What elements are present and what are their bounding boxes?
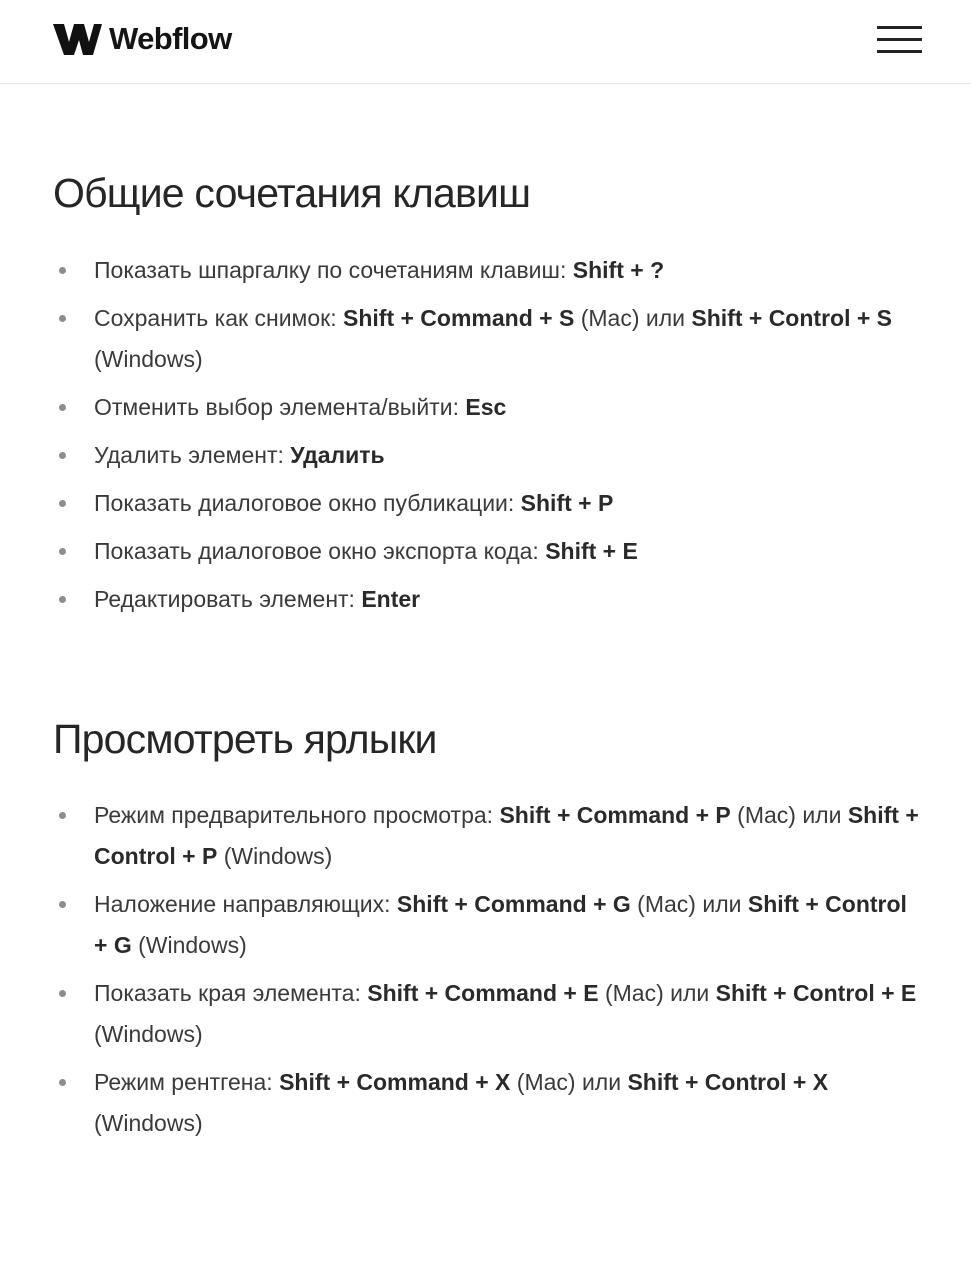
list-item: [53, 1062, 921, 1144]
item-text: Показать шпаргалку по сочетаниям клавиш:: [94, 257, 573, 283]
menu-bar: [877, 26, 922, 29]
section-general-shortcuts: [53, 84, 921, 620]
item-text: (Windows): [131, 932, 247, 958]
shortcut-keys: Esc: [465, 394, 507, 420]
shortcut-list: [53, 250, 921, 620]
shortcut-keys: Shift + ?: [572, 257, 665, 283]
item-text: Показать диалоговое окно публикации:: [94, 490, 521, 516]
shortcut-keys: Удалить: [290, 442, 385, 468]
bullet-icon: [59, 500, 66, 507]
bullet-icon: [59, 267, 66, 274]
item-text: Режим рентгена:: [94, 1069, 280, 1095]
list-item: [53, 387, 921, 428]
item-text: Наложение направляющих:: [94, 891, 397, 917]
list-item: [53, 250, 921, 291]
list-item: [53, 531, 921, 572]
shortcut-keys: Shift + Command + G: [396, 891, 631, 917]
shortcut-keys: Shift + Command + E: [367, 980, 599, 1006]
site-header: [0, 0, 971, 84]
bullet-icon: [59, 901, 66, 908]
bullet-icon: [59, 404, 66, 411]
shortcut-keys: Shift + Command + P: [499, 802, 731, 828]
item-text: Показать диалоговое окно экспорта кода:: [94, 538, 546, 564]
list-item: [53, 795, 921, 877]
item-text: (Windows): [217, 843, 333, 869]
bullet-icon: [59, 596, 66, 603]
shortcut-keys: Shift + Control + P: [94, 802, 919, 869]
item-text: (Mac) или: [598, 980, 716, 1006]
shortcut-keys: Shift + Control + E: [715, 980, 917, 1006]
bullet-icon: [59, 1079, 66, 1086]
shortcut-keys: Shift + Control + G: [94, 891, 907, 958]
list-item: [53, 579, 921, 620]
section-view-shortcuts: [53, 627, 921, 1144]
item-text: Отменить выбор элемента/выйти:: [94, 394, 466, 420]
list-item: [53, 483, 921, 524]
item-text: Удалить элемент:: [94, 442, 291, 468]
item-text: (Mac) или: [630, 891, 748, 917]
item-text: (Windows): [94, 1021, 203, 1047]
item-text: Сохранить как снимок:: [94, 305, 343, 331]
section-title: Общие сочетания клавиш: [53, 170, 531, 216]
brand-name: Webflow: [109, 21, 232, 56]
list-item: [53, 435, 921, 476]
shortcut-keys: Shift + Command + S: [343, 305, 575, 331]
shortcut-keys: Shift + E: [545, 538, 638, 564]
webflow-logo-icon: [53, 24, 102, 55]
item-text: Редактировать элемент:: [94, 586, 362, 612]
item-text: (Windows): [94, 346, 203, 372]
item-text: (Mac) или: [730, 802, 848, 828]
list-item: [53, 298, 921, 380]
bullet-icon: [59, 990, 66, 997]
item-text: Показать края элемента:: [94, 980, 368, 1006]
shortcut-keys: Shift + Command + X: [279, 1069, 511, 1095]
main-content: [0, 84, 971, 1144]
item-text: (Windows): [94, 1110, 203, 1136]
bullet-icon: [59, 315, 66, 322]
shortcut-keys: Shift + Control + S: [691, 305, 893, 331]
bullet-icon: [59, 548, 66, 555]
list-item: [53, 973, 921, 1055]
item-text: (Mac) или: [510, 1069, 628, 1095]
menu-bar: [877, 38, 922, 41]
menu-bar: [877, 50, 922, 53]
item-text: (Mac) или: [574, 305, 692, 331]
shortcut-keys: Enter: [361, 586, 421, 612]
shortcut-keys: Shift + Control + X: [627, 1069, 829, 1095]
bullet-icon: [59, 812, 66, 819]
shortcut-list: [53, 795, 921, 1144]
section-title: Просмотреть ярлыки: [53, 716, 437, 762]
list-item: [53, 884, 921, 966]
bullet-icon: [59, 452, 66, 459]
hamburger-menu-icon[interactable]: [877, 26, 922, 56]
item-text: Режим предварительного просмотра:: [94, 802, 500, 828]
webflow-logo-link[interactable]: [53, 22, 232, 56]
shortcut-keys: Shift + P: [520, 490, 614, 516]
